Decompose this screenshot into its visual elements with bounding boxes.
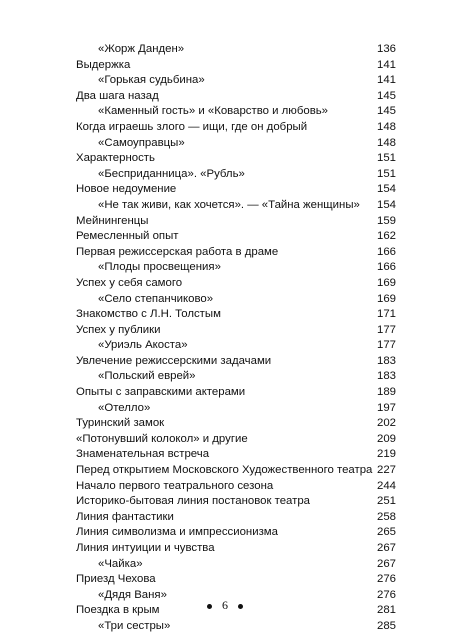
toc-entry-title: «Село степанчиково» xyxy=(98,292,214,305)
toc-entry-title: «Три сестры» xyxy=(98,619,171,632)
toc-entry xyxy=(76,42,396,58)
toc-entry xyxy=(76,198,396,214)
toc-entry xyxy=(76,182,396,198)
footer-bullet-right xyxy=(238,604,243,609)
toc-entry xyxy=(76,479,396,495)
toc-entry-page: 177 xyxy=(376,339,396,352)
toc-entry-page: 171 xyxy=(376,308,396,321)
toc-entry xyxy=(76,120,396,136)
toc-entry xyxy=(76,463,396,479)
toc-entry-page: 209 xyxy=(376,432,396,445)
toc-entry-title: Историко-бытовая линия постановок театра xyxy=(76,495,311,508)
toc-entry-title: Знаменательная встреча xyxy=(76,448,210,461)
toc-entry-title: Линия интуиции и чувства xyxy=(76,542,215,554)
toc-entry-title: «Дядя Ваня» xyxy=(98,588,167,601)
toc-entry-page: 265 xyxy=(376,526,396,539)
toc-entry xyxy=(76,245,396,261)
toc-entry xyxy=(76,354,396,370)
toc-entry xyxy=(76,260,396,276)
toc-entry-page: 148 xyxy=(376,136,396,149)
toc-entry xyxy=(76,89,396,105)
toc-entry-title: «Плоды просвещения» xyxy=(98,261,221,274)
page-footer xyxy=(0,598,450,613)
toc-entry-page: 169 xyxy=(376,292,396,305)
toc-entry-page: 219 xyxy=(376,448,396,461)
toc-entry xyxy=(76,338,396,354)
toc-entry-page: 154 xyxy=(376,183,396,196)
toc-entry-page: 154 xyxy=(376,198,396,211)
toc-entry xyxy=(76,323,396,339)
toc-entry-title: Новое недоумение xyxy=(76,183,177,196)
toc-entry xyxy=(76,619,396,635)
toc-entry-page: 197 xyxy=(376,401,396,414)
toc-entry xyxy=(76,510,396,526)
toc-entry-page: 145 xyxy=(376,89,396,102)
toc-entry-title: Линия символизма и импрессионизма xyxy=(76,526,278,539)
toc-entry-page: 276 xyxy=(376,588,396,601)
toc-entry-page: 183 xyxy=(376,370,396,383)
toc-entry-page: 159 xyxy=(376,214,396,227)
toc-entry-page: 267 xyxy=(376,557,396,570)
toc-entry-page: 136 xyxy=(376,43,396,55)
toc-entry-title: Опыты с заправскими актерами xyxy=(76,386,246,399)
toc-entry-title: Успех у себя самого xyxy=(76,276,183,289)
footer-bullet-left xyxy=(207,604,212,609)
toc-entry xyxy=(76,494,396,510)
toc-entry-page: 151 xyxy=(376,152,396,165)
toc-entry xyxy=(76,416,396,432)
toc-entry-title: «Уриэль Акоста» xyxy=(98,339,188,352)
toc-entry xyxy=(76,369,396,385)
toc-entry-title: «Потонувший колокол» и другие xyxy=(76,432,248,445)
toc-entry xyxy=(76,151,396,167)
toc-entry-title: Мейнингенцы xyxy=(76,214,149,227)
toc-entry-title: «Польский еврей» xyxy=(98,370,196,383)
toc-entry-title: Выдержка xyxy=(76,58,131,71)
toc-entry-page: 166 xyxy=(376,261,396,274)
toc-entry-page: 162 xyxy=(376,230,396,243)
toc-entry-title: Линия фантастики xyxy=(76,510,174,523)
toc-entry-page: 202 xyxy=(376,417,396,430)
toc-entry xyxy=(76,276,396,292)
toc-entry xyxy=(76,307,396,323)
toc-entry xyxy=(76,557,396,573)
toc-entry-title: Успех у публики xyxy=(76,323,161,336)
toc-entry-page: 276 xyxy=(376,573,396,586)
toc-entry-page: 169 xyxy=(376,276,396,289)
toc-entry-page: 227 xyxy=(376,464,396,477)
toc-entry-page: 189 xyxy=(376,386,396,399)
toc-entry-title: Поездка в крым xyxy=(76,604,160,617)
toc-entry xyxy=(76,541,396,557)
toc-entry xyxy=(76,525,396,541)
toc-entry-page: 267 xyxy=(376,542,396,554)
toc-entry-page: 251 xyxy=(376,495,396,508)
toc-entry xyxy=(76,447,396,463)
toc-entry-title: Знакомство с Л.Н. Толстым xyxy=(76,308,221,321)
toc-entry xyxy=(76,292,396,308)
toc-entry-title: Когда играешь злого — ищи, где он добрый xyxy=(76,120,308,133)
toc-entry-title: Два шага назад xyxy=(76,89,159,102)
toc-entry xyxy=(76,229,396,245)
toc-entry-page: 177 xyxy=(376,323,396,336)
toc-entry-title: Увлечение режиссерскими задачами xyxy=(76,354,272,367)
toc-entry-title: Начало первого театрального сезона xyxy=(76,479,274,492)
toc-entry-page: 141 xyxy=(376,58,396,71)
toc-entry-title: «Горькая судьбина» xyxy=(98,74,205,87)
toc-entry xyxy=(76,214,396,230)
toc-entry-title: «Чайка» xyxy=(98,557,143,570)
toc-entry-title: «Самоуправцы» xyxy=(98,136,185,149)
toc-entry-page: 183 xyxy=(376,354,396,367)
toc-entry-title: Первая режиссерская работа в драме xyxy=(76,245,279,258)
toc-entry xyxy=(76,73,396,89)
toc-entry-title: Туринский замок xyxy=(76,417,165,430)
toc-entry-title: «Не так живи, как хочется». — «Тайна женщины» xyxy=(98,198,360,211)
toc-entry-page: 244 xyxy=(376,479,396,492)
toc-entry xyxy=(76,432,396,448)
toc-entry xyxy=(76,58,396,74)
toc-entry-title: Приезд Чехова xyxy=(76,573,156,586)
toc-entry-page: 148 xyxy=(376,120,396,133)
toc-entry-title: «Жорж Данден» xyxy=(98,43,185,55)
toc-entry-page: 166 xyxy=(376,245,396,258)
toc-entry xyxy=(76,385,396,401)
toc-entry-title: «Бесприданница». «Рубль» xyxy=(98,167,245,180)
toc-entry-title: Перед открытием Московского Художественного театра xyxy=(76,464,373,477)
table-of-contents xyxy=(76,42,396,635)
toc-entry-page: 141 xyxy=(376,74,396,87)
toc-entry-title: «Отелло» xyxy=(98,401,151,414)
toc-entry-title: Характерность xyxy=(76,152,155,165)
toc-entry-page: 281 xyxy=(376,604,396,617)
toc-entry-page: 258 xyxy=(376,510,396,523)
toc-entry xyxy=(76,167,396,183)
toc-entry xyxy=(76,401,396,417)
toc-entry xyxy=(76,104,396,120)
toc-entry xyxy=(76,136,396,152)
toc-entry xyxy=(76,572,396,588)
page-number: 6 xyxy=(222,598,228,612)
toc-entry-page: 151 xyxy=(376,167,396,180)
toc-entry-title: Ремесленный опыт xyxy=(76,230,179,243)
toc-entry-page: 285 xyxy=(376,619,396,632)
toc-entry-title: «Каменный гость» и «Коварство и любовь» xyxy=(98,105,329,118)
toc-entry-page: 145 xyxy=(376,105,396,118)
